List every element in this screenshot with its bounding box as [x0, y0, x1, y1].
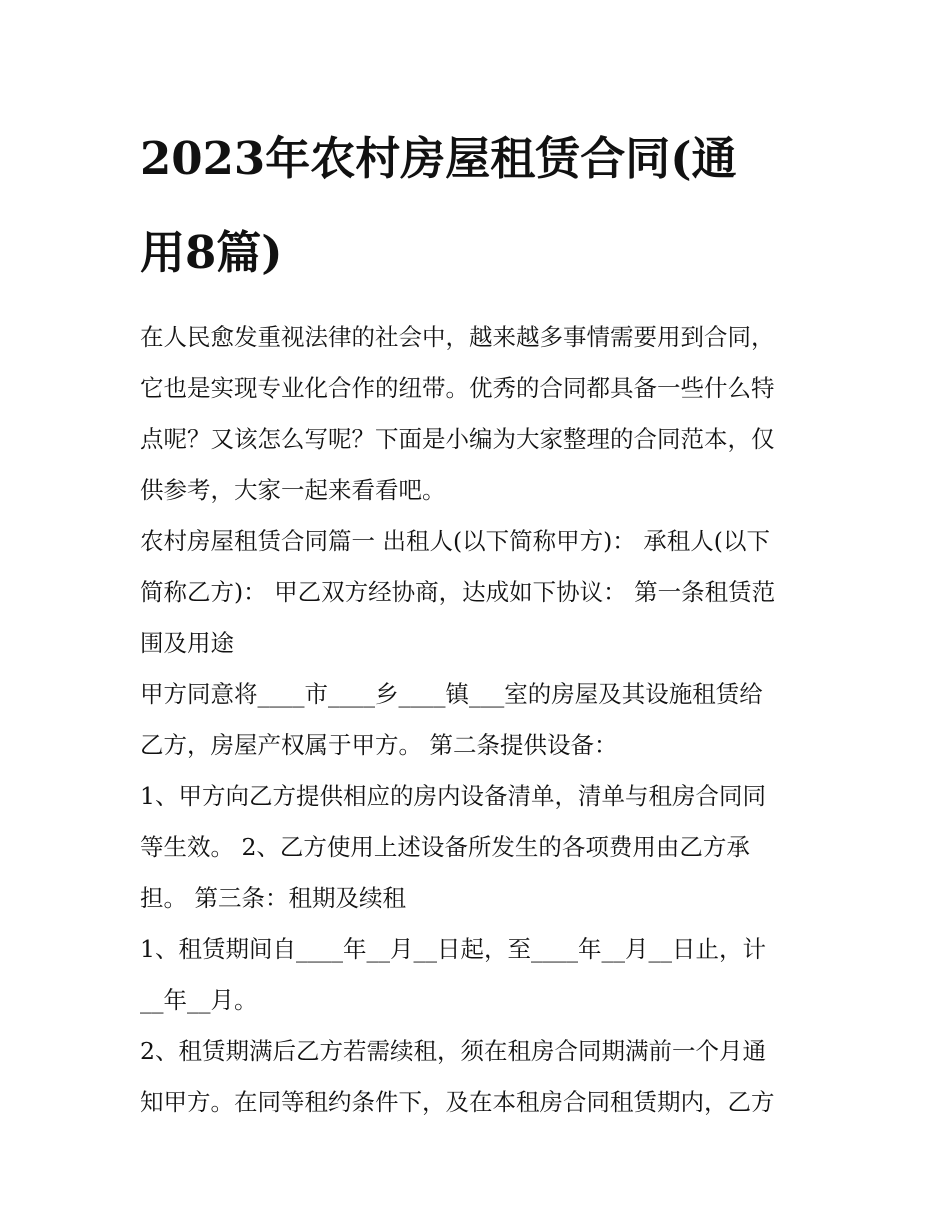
clause-paragraph: [140, 1026, 820, 1128]
text-line: 甲方同意将____市____乡____镇___室的房屋及其设施租赁给: [140, 680, 763, 708]
title-line: 用8篇): [140, 226, 283, 279]
clause-paragraph: [140, 669, 820, 771]
intro-paragraph: [140, 312, 820, 516]
contract-heading-paragraph: [140, 516, 820, 669]
text-line: 农村房屋租赁合同篇一 出租人(以下简称甲方)： 承租人(以下: [140, 527, 770, 555]
text-line: 供参考，大家一起来看看吧。: [140, 476, 446, 504]
clause-paragraph: [140, 924, 820, 1026]
text-line: 点呢？又该怎么写呢？下面是小编为大家整理的合同范本，仅: [140, 425, 775, 453]
text-line: 1、租赁期间自____年__月__日起，至____年__月__日止，计: [140, 935, 766, 963]
text-line: 在人民愈发重视法律的社会中，越来越多事情需要用到合同，: [140, 323, 775, 351]
text-line: 围及用途: [140, 629, 234, 657]
text-line: 乙方，房屋产权属于甲方。 第二条提供设备：: [140, 731, 618, 759]
text-line: 1、甲方向乙方提供相应的房内设备清单，清单与租房合同同: [140, 782, 766, 810]
title-line: 2023年农村房屋租赁合同(通: [140, 132, 737, 185]
text-line: __年__月。: [140, 986, 258, 1014]
clause-paragraph: [140, 771, 820, 924]
text-line: 它也是实现专业化合作的纽带。优秀的合同都具备一些什么特: [140, 374, 775, 402]
text-line: 担。 第三条：租期及续租: [140, 884, 406, 912]
document-body: [140, 312, 820, 1128]
text-line: 简称乙方)： 甲乙双方经协商，达成如下协议： 第一条租赁范: [140, 578, 776, 606]
document-title: [140, 112, 820, 300]
text-line: 等生效。 2、乙方使用上述设备所发生的各项费用由乙方承: [140, 833, 750, 861]
text-line: 知甲方。在同等租约条件下，及在本租房合同租赁期内，乙方: [140, 1088, 775, 1116]
text-line: 2、租赁期满后乙方若需续租，须在租房合同期满前一个月通: [140, 1037, 766, 1065]
